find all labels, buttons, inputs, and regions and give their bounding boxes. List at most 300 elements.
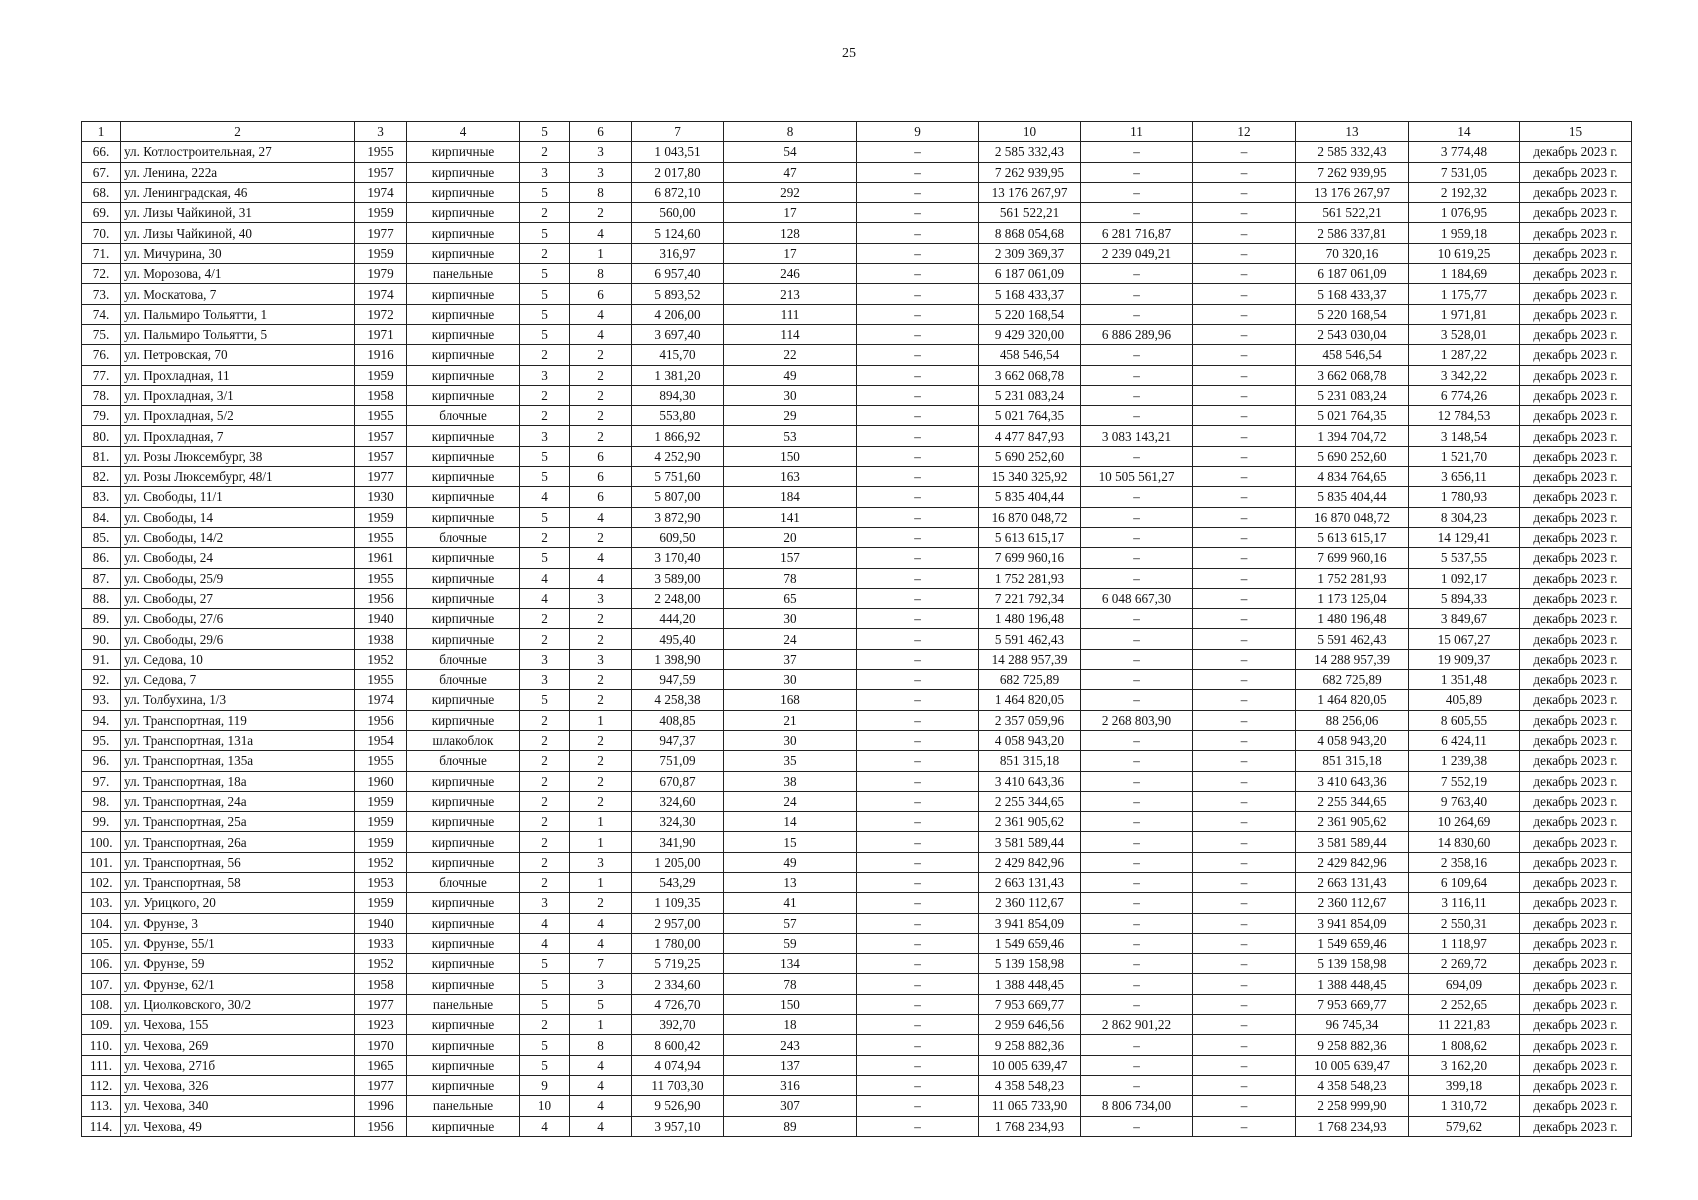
cell-col-10: 15 340 325,92 [979,467,1081,487]
cell-col-4: кирпичные [407,913,520,933]
cell-col-8: 41 [724,893,857,913]
cell-col-9: – [857,649,979,669]
cell-col-3: 1977 [355,994,407,1014]
cell-col-13: 1 173 125,04 [1296,588,1409,608]
cell-col-7: 392,70 [632,1015,724,1035]
cell-col-10: 7 699 960,16 [979,548,1081,568]
cell-col-8: 157 [724,548,857,568]
cell-col-11: – [1081,162,1193,182]
column-header-3: 3 [355,122,407,142]
cell-col-8: 17 [724,203,857,223]
table-row [82,609,1632,629]
cell-col-14: 1 808,62 [1409,1035,1520,1055]
cell-col-3: 1916 [355,345,407,365]
cell-col-1: 75. [82,324,121,344]
cell-col-14: 8 304,23 [1409,507,1520,527]
cell-col-1: 113. [82,1096,121,1116]
cell-col-14: 3 849,67 [1409,609,1520,629]
cell-col-9: – [857,670,979,690]
cell-col-11: – [1081,893,1193,913]
cell-col-1: 83. [82,487,121,507]
cell-col-11: – [1081,649,1193,669]
cell-col-8: 184 [724,487,857,507]
cell-col-5: 4 [520,487,570,507]
cell-col-7: 751,09 [632,751,724,771]
cell-col-12: – [1193,1035,1296,1055]
cell-col-6: 2 [570,426,632,446]
table-row [82,1096,1632,1116]
cell-col-1: 88. [82,588,121,608]
column-header-13: 13 [1296,122,1409,142]
cell-col-6: 4 [570,548,632,568]
cell-col-4: шлакоблок [407,730,520,750]
cell-col-3: 1954 [355,730,407,750]
table-row [82,730,1632,750]
cell-col-10: 561 522,21 [979,203,1081,223]
column-header-2: 2 [121,122,355,142]
cell-col-2: ул. Транспортная, 25а [121,812,355,832]
cell-col-7: 324,60 [632,791,724,811]
cell-col-14: 3 342,22 [1409,365,1520,385]
cell-col-11: – [1081,1075,1193,1095]
cell-col-4: кирпичные [407,954,520,974]
cell-col-10: 5 835 404,44 [979,487,1081,507]
table-row [82,893,1632,913]
cell-col-15: декабрь 2023 г. [1520,527,1632,547]
cell-col-9: – [857,548,979,568]
cell-col-8: 111 [724,304,857,324]
cell-col-7: 6 957,40 [632,264,724,284]
cell-col-8: 78 [724,568,857,588]
cell-col-3: 1970 [355,1035,407,1055]
cell-col-1: 72. [82,264,121,284]
cell-col-9: – [857,771,979,791]
cell-col-4: кирпичные [407,832,520,852]
cell-col-2: ул. Москатова, 7 [121,284,355,304]
cell-col-5: 2 [520,791,570,811]
cell-col-15: декабрь 2023 г. [1520,670,1632,690]
cell-col-2: ул. Седова, 10 [121,649,355,669]
cell-col-9: – [857,1096,979,1116]
cell-col-3: 1959 [355,893,407,913]
table-row [82,223,1632,243]
cell-col-1: 99. [82,812,121,832]
cell-col-6: 8 [570,182,632,202]
cell-col-5: 2 [520,609,570,629]
cell-col-12: – [1193,710,1296,730]
cell-col-4: кирпичные [407,243,520,263]
cell-col-14: 12 784,53 [1409,406,1520,426]
cell-col-3: 1957 [355,446,407,466]
cell-col-3: 1956 [355,1116,407,1136]
cell-col-10: 5 690 252,60 [979,446,1081,466]
cell-col-6: 2 [570,791,632,811]
cell-col-5: 5 [520,507,570,527]
cell-col-3: 1955 [355,670,407,690]
cell-col-12: – [1193,304,1296,324]
cell-col-11: – [1081,527,1193,547]
cell-col-14: 1 959,18 [1409,223,1520,243]
cell-col-3: 1977 [355,467,407,487]
cell-col-6: 2 [570,203,632,223]
cell-col-5: 5 [520,284,570,304]
cell-col-14: 9 763,40 [1409,791,1520,811]
table-row [82,832,1632,852]
cell-col-11: 8 806 734,00 [1081,1096,1193,1116]
cell-col-2: ул. Свободы, 29/6 [121,629,355,649]
cell-col-14: 3 656,11 [1409,467,1520,487]
cell-col-10: 458 546,54 [979,345,1081,365]
cell-col-7: 3 170,40 [632,548,724,568]
table-row [82,548,1632,568]
cell-col-15: декабрь 2023 г. [1520,913,1632,933]
cell-col-13: 5 835 404,44 [1296,487,1409,507]
cell-col-7: 947,37 [632,730,724,750]
cell-col-8: 137 [724,1055,857,1075]
cell-col-3: 1940 [355,609,407,629]
cell-col-1: 94. [82,710,121,730]
cell-col-10: 6 187 061,09 [979,264,1081,284]
column-header-8: 8 [724,122,857,142]
cell-col-14: 6 774,26 [1409,385,1520,405]
cell-col-9: – [857,142,979,162]
cell-col-8: 128 [724,223,857,243]
cell-col-2: ул. Чехова, 49 [121,1116,355,1136]
cell-col-3: 1955 [355,568,407,588]
cell-col-12: – [1193,690,1296,710]
cell-col-1: 78. [82,385,121,405]
cell-col-5: 3 [520,426,570,446]
cell-col-8: 30 [724,670,857,690]
cell-col-12: – [1193,203,1296,223]
cell-col-11: – [1081,446,1193,466]
cell-col-12: – [1193,568,1296,588]
cell-col-11: 3 083 143,21 [1081,426,1193,446]
cell-col-3: 1955 [355,142,407,162]
cell-col-3: 1972 [355,304,407,324]
cell-col-15: декабрь 2023 г. [1520,1015,1632,1035]
cell-col-8: 134 [724,954,857,974]
cell-col-15: декабрь 2023 г. [1520,548,1632,568]
cell-col-1: 89. [82,609,121,629]
cell-col-1: 76. [82,345,121,365]
cell-col-6: 4 [570,324,632,344]
cell-col-14: 1 351,48 [1409,670,1520,690]
cell-col-5: 5 [520,467,570,487]
cell-col-8: 38 [724,771,857,791]
cell-col-6: 3 [570,588,632,608]
cell-col-10: 11 065 733,90 [979,1096,1081,1116]
cell-col-15: декабрь 2023 г. [1520,994,1632,1014]
table-row [82,487,1632,507]
cell-col-7: 5 807,00 [632,487,724,507]
cell-col-15: декабрь 2023 г. [1520,974,1632,994]
cell-col-9: – [857,690,979,710]
cell-col-13: 13 176 267,97 [1296,182,1409,202]
cell-col-11: – [1081,1055,1193,1075]
cell-col-2: ул. Транспортная, 18а [121,771,355,791]
cell-col-3: 1971 [355,324,407,344]
cell-col-4: кирпичные [407,223,520,243]
cell-col-2: ул. Свободы, 27/6 [121,609,355,629]
column-header-14: 14 [1409,122,1520,142]
cell-col-9: – [857,162,979,182]
cell-col-2: ул. Прохладная, 11 [121,365,355,385]
cell-col-2: ул. Свободы, 11/1 [121,487,355,507]
table-row [82,182,1632,202]
cell-col-13: 5 021 764,35 [1296,406,1409,426]
cell-col-3: 1961 [355,548,407,568]
cell-col-7: 341,90 [632,832,724,852]
cell-col-13: 2 361 905,62 [1296,812,1409,832]
cell-col-3: 1959 [355,203,407,223]
cell-col-11: – [1081,1035,1193,1055]
cell-col-14: 2 550,31 [1409,913,1520,933]
cell-col-6: 5 [570,994,632,1014]
cell-col-12: – [1193,182,1296,202]
cell-col-4: кирпичные [407,365,520,385]
cell-col-1: 71. [82,243,121,263]
cell-col-2: ул. Котлостроительная, 27 [121,142,355,162]
cell-col-4: кирпичные [407,467,520,487]
cell-col-7: 894,30 [632,385,724,405]
table-row [82,588,1632,608]
cell-col-1: 87. [82,568,121,588]
cell-col-9: – [857,588,979,608]
cell-col-12: – [1193,324,1296,344]
cell-col-3: 1959 [355,832,407,852]
cell-col-7: 316,97 [632,243,724,263]
cell-col-8: 54 [724,142,857,162]
cell-col-7: 1 780,00 [632,933,724,953]
cell-col-10: 4 477 847,93 [979,426,1081,446]
cell-col-12: – [1193,162,1296,182]
cell-col-10: 3 941 854,09 [979,913,1081,933]
cell-col-3: 1960 [355,771,407,791]
cell-col-3: 1959 [355,791,407,811]
cell-col-10: 9 258 882,36 [979,1035,1081,1055]
cell-col-9: – [857,284,979,304]
cell-col-15: декабрь 2023 г. [1520,304,1632,324]
cell-col-12: – [1193,1015,1296,1035]
cell-col-10: 5 220 168,54 [979,304,1081,324]
cell-col-7: 1 109,35 [632,893,724,913]
cell-col-12: – [1193,142,1296,162]
cell-col-6: 3 [570,649,632,669]
cell-col-15: декабрь 2023 г. [1520,893,1632,913]
cell-col-6: 3 [570,974,632,994]
cell-col-9: – [857,182,979,202]
cell-col-7: 6 872,10 [632,182,724,202]
cell-col-13: 4 358 548,23 [1296,1075,1409,1095]
cell-col-2: ул. Пальмиро Тольятти, 1 [121,304,355,324]
cell-col-7: 1 866,92 [632,426,724,446]
table-row [82,710,1632,730]
cell-col-11: – [1081,142,1193,162]
table-row [82,243,1632,263]
cell-col-13: 14 288 957,39 [1296,649,1409,669]
cell-col-6: 4 [570,1096,632,1116]
cell-col-10: 7 953 669,77 [979,994,1081,1014]
cell-col-10: 2 360 112,67 [979,893,1081,913]
cell-col-1: 93. [82,690,121,710]
cell-col-5: 10 [520,1096,570,1116]
cell-col-13: 10 005 639,47 [1296,1055,1409,1075]
cell-col-12: – [1193,609,1296,629]
cell-col-5: 2 [520,872,570,892]
cell-col-15: декабрь 2023 г. [1520,609,1632,629]
cell-col-9: – [857,1116,979,1136]
cell-col-8: 78 [724,974,857,994]
cell-col-13: 5 613 615,17 [1296,527,1409,547]
cell-col-8: 24 [724,791,857,811]
cell-col-4: кирпичные [407,568,520,588]
cell-col-4: панельные [407,994,520,1014]
cell-col-1: 103. [82,893,121,913]
cell-col-13: 682 725,89 [1296,670,1409,690]
cell-col-6: 1 [570,710,632,730]
cell-col-2: ул. Толбухина, 1/3 [121,690,355,710]
cell-col-5: 2 [520,385,570,405]
cell-col-13: 2 360 112,67 [1296,893,1409,913]
cell-col-12: – [1193,548,1296,568]
cell-col-5: 5 [520,304,570,324]
cell-col-8: 37 [724,649,857,669]
cell-col-7: 543,29 [632,872,724,892]
cell-col-12: – [1193,284,1296,304]
cell-col-13: 1 480 196,48 [1296,609,1409,629]
cell-col-11: – [1081,568,1193,588]
cell-col-14: 1 184,69 [1409,264,1520,284]
cell-col-6: 3 [570,852,632,872]
cell-col-11: – [1081,730,1193,750]
cell-col-3: 1959 [355,507,407,527]
cell-col-6: 6 [570,487,632,507]
cell-col-9: – [857,913,979,933]
table-row [82,162,1632,182]
cell-col-10: 1 752 281,93 [979,568,1081,588]
cell-col-9: – [857,385,979,405]
cell-col-1: 108. [82,994,121,1014]
cell-col-12: – [1193,1075,1296,1095]
cell-col-12: – [1193,974,1296,994]
cell-col-13: 561 522,21 [1296,203,1409,223]
table-row [82,446,1632,466]
cell-col-6: 2 [570,406,632,426]
cell-col-2: ул. Свободы, 14/2 [121,527,355,547]
table-row [82,527,1632,547]
cell-col-15: декабрь 2023 г. [1520,1096,1632,1116]
column-header-15: 15 [1520,122,1632,142]
cell-col-13: 3 581 589,44 [1296,832,1409,852]
table-row [82,1055,1632,1075]
cell-col-12: – [1193,385,1296,405]
cell-col-3: 1974 [355,284,407,304]
cell-col-14: 1 076,95 [1409,203,1520,223]
cell-col-8: 141 [724,507,857,527]
cell-col-14: 14 129,41 [1409,527,1520,547]
cell-col-8: 30 [724,385,857,405]
cell-col-2: ул. Седова, 7 [121,670,355,690]
cell-col-1: 92. [82,670,121,690]
cell-col-10: 5 021 764,35 [979,406,1081,426]
cell-col-8: 29 [724,406,857,426]
cell-col-7: 3 589,00 [632,568,724,588]
cell-col-8: 65 [724,588,857,608]
cell-col-5: 4 [520,933,570,953]
cell-col-3: 1958 [355,974,407,994]
cell-col-14: 15 067,27 [1409,629,1520,649]
cell-col-1: 66. [82,142,121,162]
cell-col-2: ул. Чехова, 340 [121,1096,355,1116]
cell-col-7: 444,20 [632,609,724,629]
cell-col-6: 7 [570,954,632,974]
cell-col-8: 17 [724,243,857,263]
cell-col-12: – [1193,771,1296,791]
cell-col-12: – [1193,832,1296,852]
cell-col-7: 2 334,60 [632,974,724,994]
cell-col-15: декабрь 2023 г. [1520,730,1632,750]
cell-col-2: ул. Ленина, 222а [121,162,355,182]
cell-col-15: декабрь 2023 г. [1520,751,1632,771]
cell-col-2: ул. Ленинградская, 46 [121,182,355,202]
cell-col-12: – [1193,913,1296,933]
cell-col-1: 110. [82,1035,121,1055]
table-row [82,304,1632,324]
cell-col-14: 1 780,93 [1409,487,1520,507]
cell-col-11: – [1081,487,1193,507]
column-header-6: 6 [570,122,632,142]
cell-col-13: 70 320,16 [1296,243,1409,263]
cell-col-13: 7 953 669,77 [1296,994,1409,1014]
cell-col-13: 88 256,06 [1296,710,1409,730]
cell-col-7: 2 017,80 [632,162,724,182]
cell-col-8: 213 [724,284,857,304]
table-row [82,507,1632,527]
cell-col-5: 5 [520,446,570,466]
cell-col-7: 8 600,42 [632,1035,724,1055]
cell-col-9: – [857,264,979,284]
cell-col-10: 7 262 939,95 [979,162,1081,182]
cell-col-15: декабрь 2023 г. [1520,182,1632,202]
cell-col-1: 77. [82,365,121,385]
cell-col-13: 6 187 061,09 [1296,264,1409,284]
cell-col-2: ул. Петровская, 70 [121,345,355,365]
cell-col-2: ул. Свободы, 24 [121,548,355,568]
cell-col-5: 3 [520,365,570,385]
cell-col-15: декабрь 2023 г. [1520,649,1632,669]
table-row [82,649,1632,669]
cell-col-2: ул. Транспортная, 119 [121,710,355,730]
cell-col-2: ул. Пальмиро Тольятти, 5 [121,324,355,344]
cell-col-5: 2 [520,1015,570,1035]
table-row [82,426,1632,446]
cell-col-9: – [857,872,979,892]
cell-col-10: 2 255 344,65 [979,791,1081,811]
cell-col-12: – [1193,446,1296,466]
cell-col-6: 3 [570,162,632,182]
cell-col-7: 5 124,60 [632,223,724,243]
cell-col-10: 8 868 054,68 [979,223,1081,243]
table-row [82,872,1632,892]
cell-col-14: 6 109,64 [1409,872,1520,892]
cell-col-12: – [1193,730,1296,750]
cell-col-6: 2 [570,385,632,405]
cell-col-7: 11 703,30 [632,1075,724,1095]
cell-col-7: 4 074,94 [632,1055,724,1075]
cell-col-12: – [1193,670,1296,690]
cell-col-5: 2 [520,406,570,426]
